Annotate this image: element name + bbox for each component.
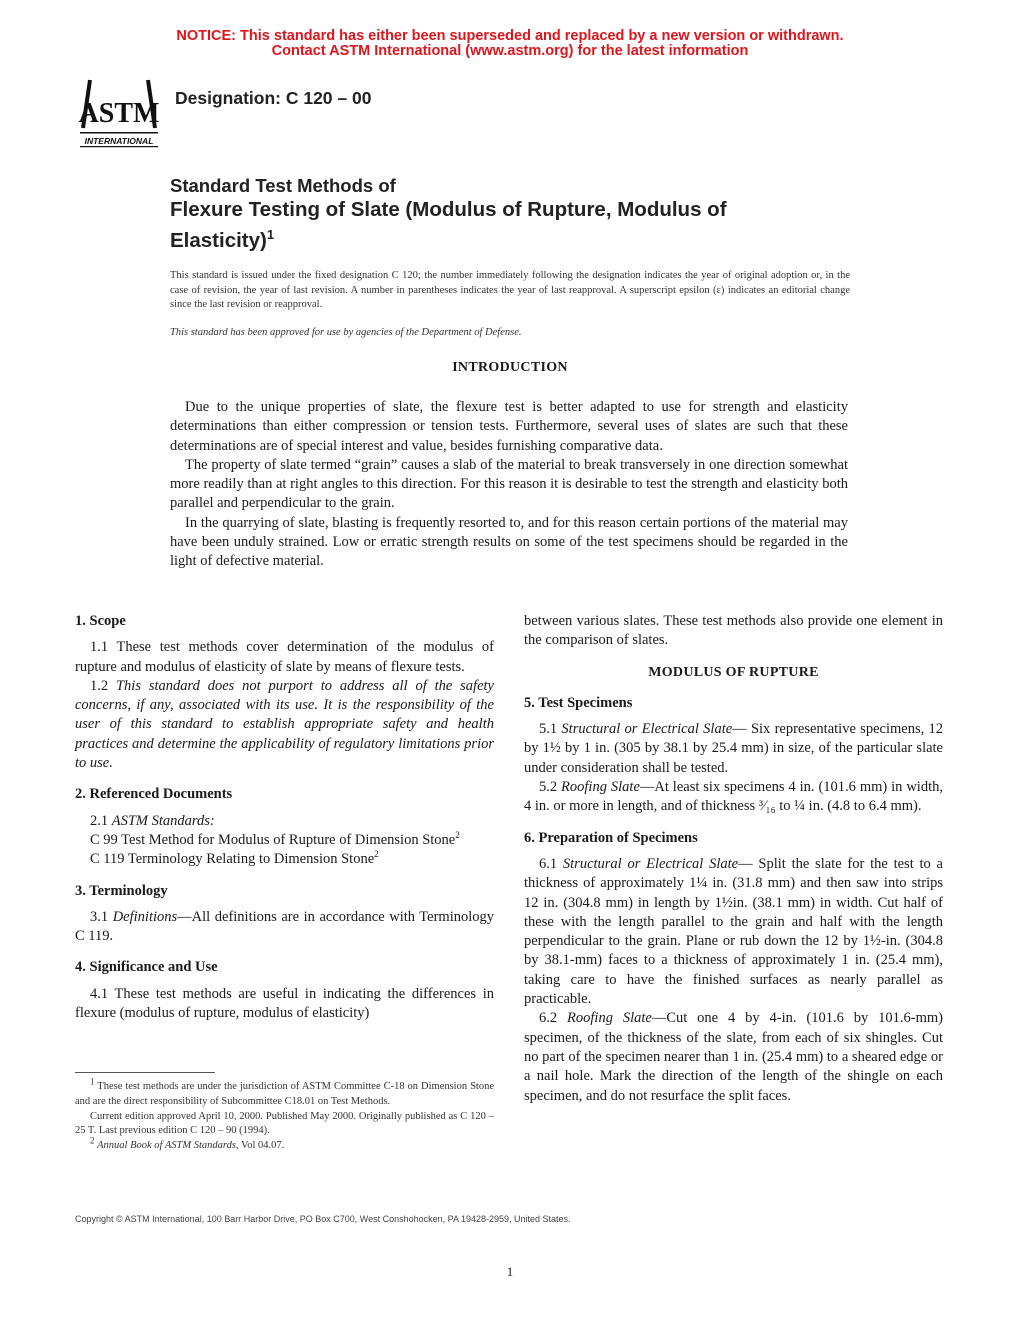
introduction bbox=[170, 398, 848, 572]
footnote-mark: 2 bbox=[90, 1135, 95, 1146]
notice-line-2: Contact ASTM International (www.astm.org) for the latest information bbox=[271, 43, 749, 59]
title-line-3: Elasticity) bbox=[170, 228, 267, 252]
astm-logo bbox=[78, 70, 160, 150]
left-column bbox=[75, 612, 494, 1023]
footnote-text: , Vol 04.07. bbox=[235, 1140, 285, 1152]
logo-caption: INTERNATIONAL bbox=[84, 136, 154, 146]
designation: Designation: C 120 – 00 bbox=[175, 88, 372, 108]
scope-paragraph-2 bbox=[75, 677, 494, 773]
preparation-text: —Cut one 4 by 4-in. (101.6 by 101.6-mm) specimen, of the thickness of the slate, from each of six shingles. Cut no part of the specimen nearer than 1 in. (25.4 mm) to a sheared edge or a nail hole. Mark the direction of the length of the shingle on each specimen, and do not resurface the split faces. bbox=[524, 1010, 944, 1104]
footnote-1b: Current edition approved April 10, 2000. Published May 2000. Originally published as C 120 – 25 T. Last previous edition C 120 – 90 (1994). bbox=[75, 1110, 494, 1137]
copyright: Copyright © ASTM International, 100 Barr Harbor Drive, PO Box C700, West Conshohocken, PA 19428-2959, United States. bbox=[75, 1214, 571, 1224]
subheading-italic: Structural or Electrical Slate bbox=[562, 855, 739, 872]
reference-item bbox=[75, 850, 494, 869]
terminology-paragraph bbox=[75, 908, 494, 947]
reference-text: C 99 Test Method for Modulus of Rupture of Dimension Stone bbox=[90, 831, 456, 848]
section-heading-significance: 4. Significance and Use bbox=[75, 959, 218, 976]
preparation-paragraph-1 bbox=[524, 855, 943, 1009]
introduction-heading: INTRODUCTION bbox=[452, 360, 568, 375]
specimens-text: —At least six specimens 4 in. (101.6 mm) in width, 4 in. or more in length, and of thickness ³⁄₁₆ to ¼ in. (4.8 to 6.4 mm). bbox=[524, 779, 943, 815]
significance-continued: between various slates. These test methods also provide one element in the comparison of slates. bbox=[524, 613, 943, 649]
title-line-1: Standard Test Methods of bbox=[170, 175, 396, 196]
astm-standards-label: ASTM Standards: bbox=[111, 812, 215, 829]
referenced-paragraph-1 bbox=[75, 812, 494, 831]
footnote-italic: Annual Book of ASTM Standards bbox=[97, 1140, 236, 1152]
para-number: 1.2 bbox=[90, 677, 109, 694]
document-title bbox=[170, 175, 870, 253]
subheading-italic: Structural or Electrical Slate bbox=[561, 721, 733, 738]
approved-note: This standard has been approved for use by agencies of the Department of Defense. bbox=[170, 327, 522, 338]
para-number: 6.2 bbox=[539, 1010, 558, 1027]
footnote-2 bbox=[75, 1135, 494, 1154]
specimens-text: — Six representative specimens, 12 by 1½ by 1 in. (305 by 38.1 by 25.4 mm) in size, of the particular slate under consideration shall be tested. bbox=[524, 721, 943, 776]
section-heading-scope: 1. Scope bbox=[75, 613, 126, 629]
intro-paragraph: In the quarrying of slate, blasting is frequently resorted to, and for this reason certain portions of the material may have been unduly strained. Low or erratic strength results on some of the test specimens should be regarded in the light of defective material. bbox=[170, 514, 848, 570]
modulus-of-rupture-heading: MODULUS OF RUPTURE bbox=[648, 664, 819, 680]
scope-paragraph-1: 1.1 These test methods cover determination of the modulus of rupture and modulus of elasticity of slate by means of flexure tests. bbox=[75, 639, 494, 675]
section-heading-specimens: 5. Test Specimens bbox=[524, 694, 633, 711]
specimens-paragraph-2 bbox=[524, 778, 943, 817]
preparation-paragraph-2 bbox=[524, 1009, 943, 1105]
right-column bbox=[524, 612, 943, 1106]
footnote-mark: 1 bbox=[90, 1076, 95, 1087]
subheading-italic: Roofing Slate bbox=[567, 1010, 652, 1027]
para-number: 3.1 bbox=[90, 908, 109, 925]
reference-item bbox=[75, 831, 494, 850]
safety-statement: This standard does not purport to address all of the safety concerns, if any, associated with its use. It is the responsibility of the user of this standard to establish appropriate safety and health practices and determine the applicability of regulatory limitations prior to use. bbox=[75, 677, 494, 772]
para-number: 6.1 bbox=[539, 855, 558, 872]
intro-paragraph: Due to the unique properties of slate, the flexure test is better adapted to use for strength and elasticity determinations than either compression or tension tests. Furthermore, several uses of slates are such that these determinations are of special interest and value, besides furnishing comparative data. bbox=[170, 399, 848, 454]
preparation-text: — Split the slate for the test to a thickness of approximately 1¼ in. (31.8 mm) and then saw into strips 12 in. (304.8 mm) in length by 1½in. (38.1 mm) in width. Cut half of these with the length parallel to the grain and half with the length perpendicular to the grain. Plane or rub down the 12 by 1½-in. (304.8 by 38.1-mm) faces to a thickness of approximately 1 in. (25.4 mm), taking care to have the finished surfaces as nearly parallel as practicable. bbox=[524, 855, 943, 1008]
title-footnote-mark: 1 bbox=[266, 227, 275, 242]
section-heading-referenced: 2. Referenced Documents bbox=[75, 786, 233, 803]
notice-line-1: NOTICE: This standard has either been superseded and replaced by a new version or withdrawn. bbox=[176, 28, 844, 44]
para-number: 5.1 bbox=[539, 721, 558, 738]
footnote-mark: 2 bbox=[374, 849, 379, 860]
intro-paragraph: The property of slate termed “grain” causes a slab of the material to break transversely in one direction somewhat more readily than at right angles to this direction. For this reason it is desirable to test the strength and elasticity both parallel and perpendicular to the grain. bbox=[170, 456, 848, 512]
footnote-mark: 2 bbox=[455, 830, 460, 841]
footnote-text: These test methods are under the jurisdiction of ASTM Committee C-18 on Dimension Stone and are the direct responsibility of Subcommittee C18.01 on Test Methods. bbox=[75, 1081, 494, 1107]
logo-letters: ASTM bbox=[78, 98, 160, 129]
section-heading-preparation: 6. Preparation of Specimens bbox=[524, 829, 698, 846]
footnote-1 bbox=[75, 1076, 494, 1110]
footnote-divider bbox=[75, 1072, 215, 1073]
terminology-text: —All definitions are in accordance with Terminology C 119. bbox=[75, 908, 495, 945]
para-number: 2.1 bbox=[90, 812, 109, 829]
reference-text: C 119 Terminology Relating to Dimension Stone bbox=[90, 851, 375, 868]
page-number: 1 bbox=[506, 1264, 514, 1279]
definitions-label: Definitions bbox=[112, 908, 178, 925]
significance-paragraph: 4.1 These test methods are useful in indicating the differences in flexure (modulus of rupture, modulus of elasticity) bbox=[75, 985, 494, 1022]
footnotes bbox=[75, 1076, 494, 1154]
section-heading-terminology: 3. Terminology bbox=[75, 882, 168, 899]
specimens-paragraph-1 bbox=[524, 720, 943, 778]
subheading-italic: Roofing Slate bbox=[561, 779, 640, 796]
issue-note: This standard is issued under the fixed designation C 120; the number immediately following the designation indicates the year of original adoption or, in the case of revision, the year of last revision. A number in parentheses indicates the year of last reapproval. A superscript epsilon (ε) indicates an editorial change since the last revision or reapproval. bbox=[170, 270, 850, 310]
title-line-2: Flexure Testing of Slate (Modulus of Rupture, Modulus of bbox=[170, 198, 727, 221]
para-number: 5.2 bbox=[539, 779, 558, 796]
